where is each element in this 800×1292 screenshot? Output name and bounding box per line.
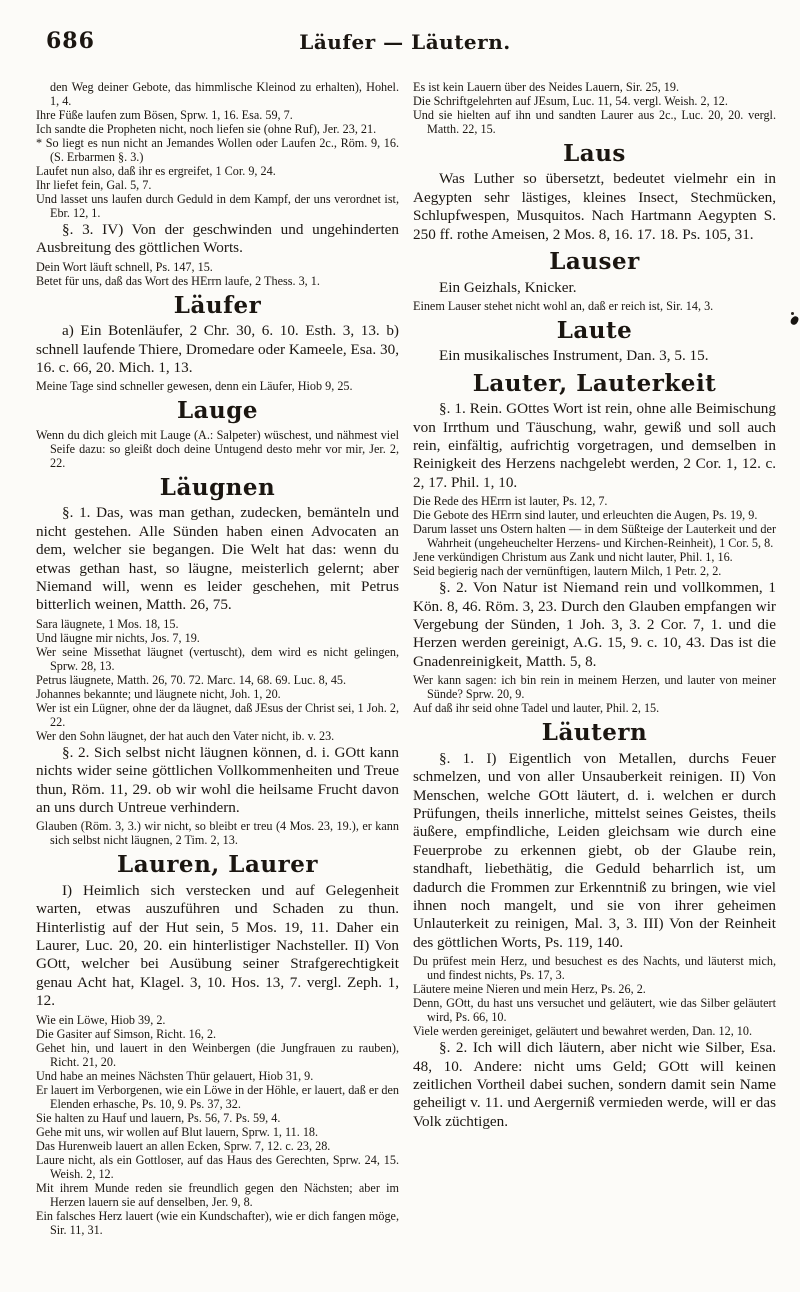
citation-line: Wer ist ein Lügner, ohne der da läugnet, daß JEsus der Christ sei, 1 Joh. 2, 22. [36, 700, 399, 729]
citation-line: Wer den Sohn läugnet, der hat auch den Vater nicht, ib. v. 23. [36, 728, 335, 743]
citation-line: Dein Wort läuft schnell, Ps. 147, 15. [36, 259, 213, 274]
paragraph: §. 3. IV) Von der geschwinden und ungehinderten Ausbreitung des göttlichen Worts. [36, 221, 399, 257]
paragraph: a) Ein Botenläufer, 2 Chr. 30, 6. 10. Esth. 3, 13. b) schnell laufende Thiere, Dromedare oder Kameele, Esa. 30, 16. c. 66, 20. Mich. 1, 13. [36, 322, 399, 377]
citation-line: Viele werden gereiniget, geläutert und bewahret werden, Dan. 12, 10. [413, 1024, 753, 1039]
citation-line: * So liegt es nun nicht an Jemandes Wollen oder Laufen 2c., Röm. 9, 16. (S. Erbarmen §. 3.) [36, 136, 399, 164]
citation-line: Die Gasiter auf Simson, Richt. 16, 2. [36, 1026, 217, 1041]
citation-line: Wenn du dich gleich mit Lauge (A.: Salpeter) wüschest, und nähmest viel Seife dazu: so gleißt doch deine Untugend desto mehr vor mir, Jer. 2, 22. [36, 427, 399, 470]
citation-line: Und lasset uns laufen durch Geduld in dem Kampf, der uns verordnet ist, Ebr. 12, 1. [36, 192, 399, 220]
citation-line: Auf daß ihr seid ohne Tadel und lauter, Phil. 2, 15. [413, 701, 660, 716]
entry-heading: Lauter, Lauterkeit [472, 369, 717, 397]
citation-line: Wer kann sagen: ich bin rein in meinem Herzen, und lauter von meiner Sünde? Sprw. 20, 9. [413, 673, 776, 702]
citation-line: Darum lasset uns Ostern halten — in dem Süßteige der Lauterkeit und der Wahrheit (ungeheuchelter Herzens- und Kirchen-Reinheit), 1 Cor. 5, 8. [413, 522, 776, 551]
citation-line: Meine Tage sind schneller gewesen, denn ein Läufer, Hiob 9, 25. [36, 379, 353, 394]
citation-line: Laure nicht, als ein Gottloser, auf das Haus des Gerechten, Sprw. 24, 15. Weish. 2, 12. [36, 1152, 399, 1181]
entry-heading: Laute [556, 316, 633, 344]
entry-heading: Läutern [541, 719, 648, 747]
citation-line: Jene verkündigen Christum aus Zank und nicht lauter, Phil. 1, 16. [413, 550, 733, 565]
citation-line: Läutere meine Nieren und mein Herz, Ps. 26, 2. [413, 982, 646, 997]
citation-line: Ihr liefet fein, Gal. 5, 7. [36, 178, 152, 192]
citation-line: den Weg deiner Gebote, das himmlische Kleinod zu erhalten), Hohel. 1, 4. [50, 80, 399, 108]
ink-speck [789, 315, 799, 326]
citation-line: Gehe mit uns, wir wollen auf Blut lauern, Sprw. 1, 11. 18. [36, 1124, 319, 1139]
citation-line: Seid begierig nach der vernünftigen, lautern Milch, 1 Petr. 2, 2. [413, 564, 722, 579]
right-column [413, 80, 776, 1280]
citation-line: Sara läugnete, 1 Mos. 18, 15. [36, 616, 179, 631]
text-body [36, 80, 776, 1280]
running-header-title: Läufer — Läutern. [299, 30, 511, 54]
running-header [36, 26, 774, 60]
paragraph: §. 1. I) Eigentlich von Metallen, durchs Feuer schmelzen, und von aller Unsauberkeit reinigen. II) Von Menschen, welche GOtt läutert, d. i. welchen er durch Prüfungen, theils innerliche, mittelst seines Geistes, theils äußere, empfindliche, Leiden gleichsam wie durch eine Feuerprobe zu erkennen giebt, ob der Glaube rein, standhaft, liebethätig, die Geduld beharrlich ist, um dadurch die Frommen zur Erkenntniß zu bringen, wie viel ihnen noch mangelt, und sie von ihrer geheimen Unlauterkeit zu reinigen, Mal. 3, 3. III) Von der Reinheit des göttlichen Worts, Ps. 119, 140. [413, 749, 776, 951]
citation-line: Und läugne mir nichts, Jos. 7, 19. [36, 630, 200, 645]
paragraph: I) Heimlich sich verstecken und auf Gelegenheit warten, etwas auszuführen und Schaden zu thun. Hinterlistig auf der Hut sein, 5 Mos. 19, 11. Daher ein Laurer, Luc. 20, 20. ein hinterlistiger Nachsteller. II) Von GOtt, welcher bei Ausübung seiner Strafgerechtigkeit genau Acht hat, Klagel. 3, 10. Hos. 13, 7. vergl. Zeph. 1, 12. [36, 881, 399, 1010]
citation-line: Die Gebote des HErrn sind lauter, und erleuchten die Augen, Ps. 19, 9. [413, 508, 758, 523]
paragraph: §. 2. Ich will dich läutern, aber nicht wie Silber, Esa. 48, 10. Andere: nicht ums Geld; GOtt will keinen zeitlichen Vortheil dabei suchen, sondern damit sein Name geheiligt v. 11. und Aergerniß vermieden werde, will er das Volk züchtigen. [413, 1039, 776, 1130]
entry-heading: Lauren, Laurer [117, 851, 318, 879]
citation-line: Das Hurenweib lauert an allen Ecken, Sprw. 7, 12. c. 23, 28. [36, 1138, 331, 1153]
citation-line: Wer seine Missethat läugnet (vertuscht), dem wird es nicht gelingen, Sprw. 28, 13. [36, 644, 399, 673]
entry-heading: Laus [563, 140, 626, 167]
citation-line: Die Rede des HErrn ist lauter, Ps. 12, 7. [413, 494, 608, 509]
left-column [36, 80, 399, 1280]
citation-line: Sie halten zu Hauf und lauern, Ps. 56, 7. Ps. 59, 4. [36, 1110, 281, 1125]
paragraph: Was Luther so übersetzt, bedeutet vielmehr ein in Aegypten sehr lästiges, kleines Insect, Stechmücken, Schlupfwespen, Musquitos. Nach Hartmann Aegypten S. 250 ff. rothe Ameisen, 2 Mos. 8, 16. 17. 18. Ps. 105, 31. [413, 170, 776, 243]
entry-heading: Läufer [173, 291, 262, 319]
citation-line: Du prüfest mein Herz, und besuchest es des Nachts, und läuterst mich, und findest nichts, Ps. 17, 3. [413, 954, 776, 983]
ink-speck-small [791, 312, 794, 315]
paragraph: §. 2. Sich selbst nicht läugnen können, d. i. GOtt kann nichts wider seine göttlichen Vollkommenheiten und Treue thun, Röm. 11, 29. ob wir wohl die heilsame Frucht davon an uns durch Untreue verhindern. [36, 743, 399, 816]
paragraph: §. 1. Das, was man gethan, zudecken, bemänteln und nicht gestehen. Alle Sünden haben einen Advocaten an dem, welcher sie begangen. Die Welt hat das: wenn du etwas gethan hast, so läugne, meisterlich gelernt; aber Niemand will, wenn es leider geschehen, mit Petrus bitterlich weinen, Matth. 26, 75. [36, 504, 399, 614]
paragraph: §. 1. Rein. GOttes Wort ist rein, ohne alle Beimischung von Irrthum und Täuschung, wahr, gewiß und soll auch rein, einfältig, aufrichtig vorgetragen, und demselben in Reinigkeit des Herzens nachgelebt werden, 2 Cor. 1, 12. c. 2, 17. Phil. 1, 10. [413, 400, 776, 491]
citation-line: Wie ein Löwe, Hiob 39, 2. [36, 1012, 166, 1027]
paragraph: Ein musikalisches Instrument, Dan. 3, 5. 15. [439, 347, 709, 365]
citation-line: Mit ihrem Munde reden sie freundlich gegen den Nächsten; aber im Herzen lauern sie auf denselben, Jer. 9, 8. [36, 1180, 399, 1209]
citation-line: Ich sandte die Propheten nicht, noch liefen sie (ohne Ruf), Jer. 23, 21. [36, 122, 377, 136]
citation-line: Ihre Füße laufen zum Bösen, Sprw. 1, 16. Esa. 59, 7. [36, 108, 293, 122]
citation-line: Die Schriftgelehrten auf JEsum, Luc. 11, 54. vergl. Weish. 2, 12. [413, 94, 728, 108]
citation-line: Denn, GOtt, du hast uns versuchet und geläutert, wie das Silber geläutert wird, Ps. 66, 10. [413, 996, 776, 1025]
citation-line: Es ist kein Lauern über des Neides Lauern, Sir. 25, 19. [413, 80, 680, 94]
entry-heading: Läugnen [159, 473, 276, 501]
entry-heading: Lauge [176, 397, 258, 425]
citation-line: Und sie hielten auf ihn und sandten Laurer aus 2c., Luc. 20, 20. vergl. Matth. 22, 15. [413, 108, 776, 136]
citation-line: Petrus läugnete, Matth. 26, 70. 72. Marc. 14, 68. 69. Luc. 8, 45. [36, 672, 347, 687]
citation-line: Und habe an meines Nächsten Thür gelauert, Hiob 31, 9. [36, 1068, 314, 1083]
citation-line: Laufet nun also, daß ihr es ergreifet, 1 Cor. 9, 24. [36, 164, 276, 178]
citation-line: Ein falsches Herz lauert (wie ein Kundschafter), wie er dich fangen möge, Sir. 11, 31. [36, 1208, 399, 1237]
citation-line: Betet für uns, daß das Wort des HErrn laufe, 2 Thess. 3, 1. [36, 273, 320, 288]
page-number: 686 [46, 28, 95, 54]
citation-line: Er lauert im Verborgenen, wie ein Löwe in der Höhle, er lauert, daß er den Elenden erhasche, Ps. 10, 9. Ps. 37, 32. [36, 1082, 399, 1111]
paragraph: §. 2. Von Natur ist Niemand rein und vollkommen, 1 Kön. 8, 46. Röm. 3, 23. Durch den Glauben empfangen wir Vergebung der Sünden, 1 Joh. 3, 3. 2 Cor. 7, 1. und die Herzen werden gereinigt, A.G. 15, 9. c. 10, 43. Das ist die Gnadenreinigkeit, Matth. 5, 8. [413, 579, 776, 670]
citation-line: Glauben (Röm. 3, 3.) wir nicht, so bleibt er treu (4 Mos. 23, 19.), er kann sich selbst nicht läugnen, 2 Tim. 2, 13. [36, 819, 399, 848]
entry-heading: Lauser [549, 248, 640, 276]
citation-line: Gehet hin, und lauert in den Weinbergen (die Jungfrauen zu rauben), Richt. 21, 20. [36, 1040, 399, 1069]
citation-line: Einem Lauser stehet nicht wohl an, daß er reich ist, Sir. 14, 3. [413, 298, 714, 313]
paragraph: Ein Geizhals, Knicker. [439, 278, 577, 296]
citation-line: Johannes bekannte; und läugnete nicht, Joh. 1, 20. [36, 686, 281, 701]
